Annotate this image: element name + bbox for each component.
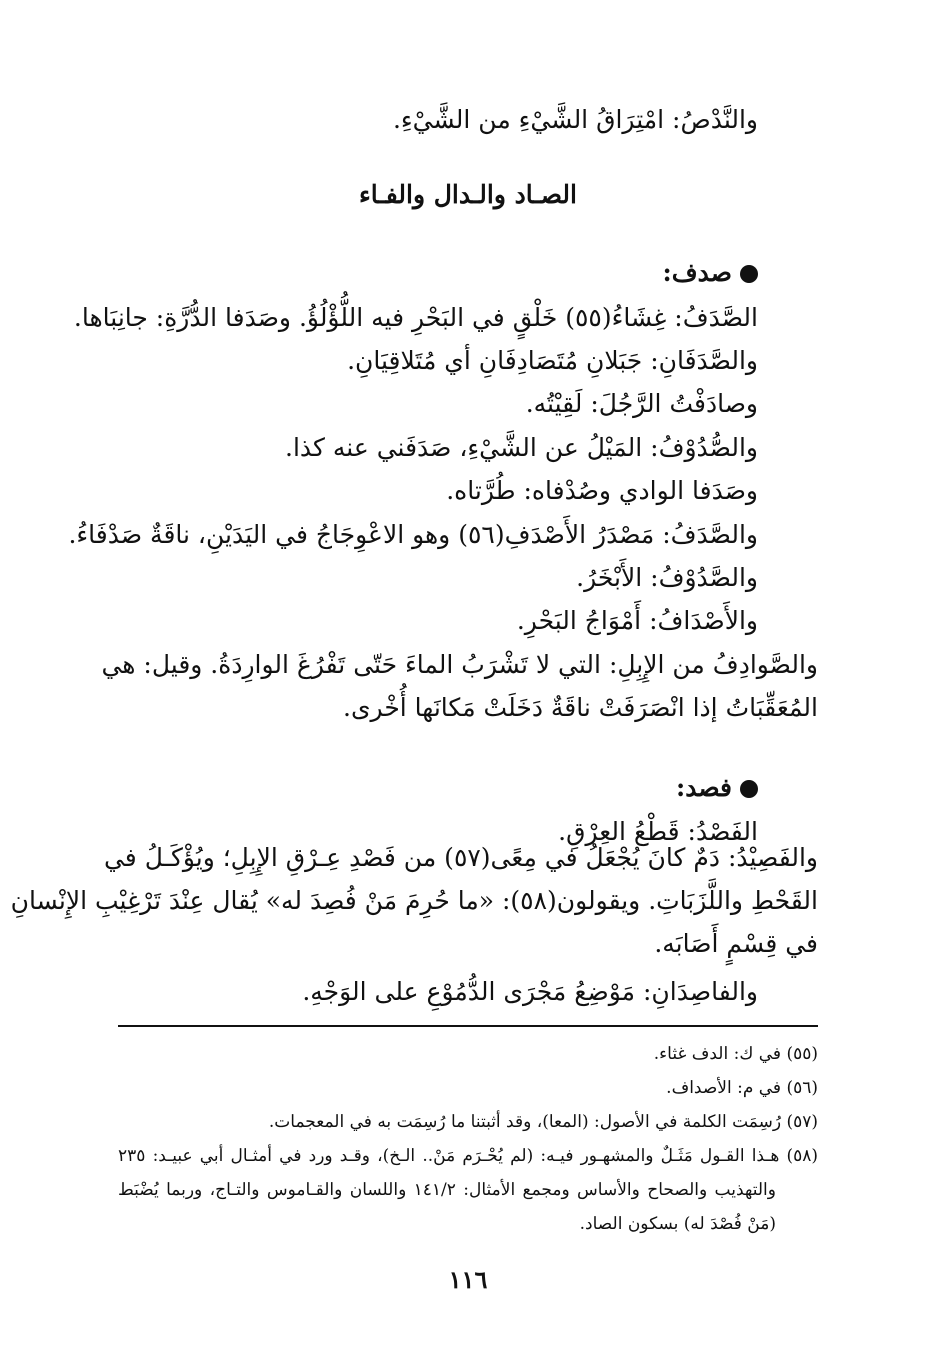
- entry-title-fasad: [676, 768, 758, 808]
- entry-line: والفَصِيْدُ: دَمٌ كانَ يُجْعَلُ في مِعًى(٥٧) من فَصْدِ عِـرْقِ الإِبِلِ؛ ويُؤْكَـلُ في: [103, 843, 818, 872]
- entry-title-sadaf-text: صدف:: [662, 258, 732, 287]
- footnote-divider: [118, 1025, 818, 1027]
- entry-line: والأَصْدَافُ: أَمْوَاجُ البَحْرِ.: [516, 606, 758, 635]
- entry-title-sadaf: [663, 253, 759, 293]
- entry-line: الفَصْدُ: قَطْعُ العِرْقِ.: [558, 817, 758, 846]
- entry-line: الصَّدَفُ: غِشَاءُ(٥٥) خَلْقٍ في البَحْرِ فيه اللُّؤْلُؤُ. وصَدَفا الدُّرَّةِ: جانِبَاها.: [73, 303, 758, 332]
- entry-line: القَحْطِ واللَّزَبَاتِ. ويقولون(٥٨): «ما حُرِمَ مَنْ فُصِدَ له» يُقال عِنْدَ تَرْغِيْبِ الإِنْسانِ: [10, 886, 818, 915]
- entry-line: وصادَفْتُ الرَّجُلَ: لَقِيْتُه.: [525, 389, 758, 418]
- entry-line: والفاصِدَانِ: مَوْضِعُ مَجْرَى الدُّمُوْعِ على الوَجْهِ.: [302, 977, 758, 1006]
- footnote: (٥٦) في م: الأصداف.: [666, 1078, 818, 1098]
- entry-line: والصَّدَفُ: مَصْدَرُ الأَصْدَفِ(٥٦) وهو الاعْوِجَاجُ في اليَدَيْنِ، ناقَةٌ صَدْفَاءُ.: [68, 520, 758, 549]
- entry-line: المُعَقِّبَاتُ إذا انْصَرَفَتْ ناقَةٌ دَخَلَتْ مَكانَها أُخْرى.: [343, 693, 818, 722]
- section-heading: الصـاد والـدال والفـاء: [359, 180, 577, 209]
- bullet-icon: [740, 265, 758, 283]
- entry-line: والصَّدَفَانِ: جَبَلانِ مُتَصَادِفَانِ أي مُتَلاقِيَانِ.: [347, 346, 758, 375]
- bullet-icon: [740, 780, 758, 798]
- entry-line: والصَّوادِفُ من الإِبِلِ: التي لا تَشْرَبُ الماءَ حَتّى تَفْرُغَ الوارِدَةُ. وقيل: هي: [101, 650, 818, 679]
- entry-line: في قِسْمٍ أَصَابَه.: [654, 929, 818, 958]
- footnote: (٥٥) في ك: الدف غثاء.: [653, 1044, 818, 1064]
- intro-line: والنَّدْصُ: امْتِرَاقُ الشَّيْءِ من الشَّيْءِ.: [392, 105, 758, 134]
- page-number: ١١٦: [448, 1265, 488, 1294]
- footnote: (٥٧) رُسِمَت الكلمة في الأصول: (المعا)، وقد أثبتنا ما رُسِمَت به في المعجمات.: [268, 1112, 818, 1132]
- entry-line: وصَدَفا الوادي وصُدْفاه: طُرَّتاه.: [446, 476, 758, 505]
- footnote-continuation: (مَنْ فُصْدَ له) بسكون الصاد.: [579, 1214, 776, 1234]
- entry-line: والصَّدُوْفُ: الأَبْخَرُ.: [576, 563, 758, 592]
- entry-title-fasad-text: فصد:: [676, 773, 732, 802]
- footnote-continuation: والتهذيب والصحاح والأساس ومجمع الأمثال: ١٤١/٢ واللسان والقـاموس والتـاج، وربما يُضْبَط: [118, 1180, 776, 1200]
- entry-line: والصُّدُوْفُ: المَيْلُ عن الشَّيْءِ، صَدَفَني عنه كذا.: [285, 433, 758, 462]
- footnote: (٥٨) هـذا القـول مَثَـلٌ والمشهـور فيـه: (لم يُحْـرَم مَنْ.. الـخ)، وقـد ورد في أمثـال أبي عبيـد: ٢٣٥: [118, 1146, 818, 1166]
